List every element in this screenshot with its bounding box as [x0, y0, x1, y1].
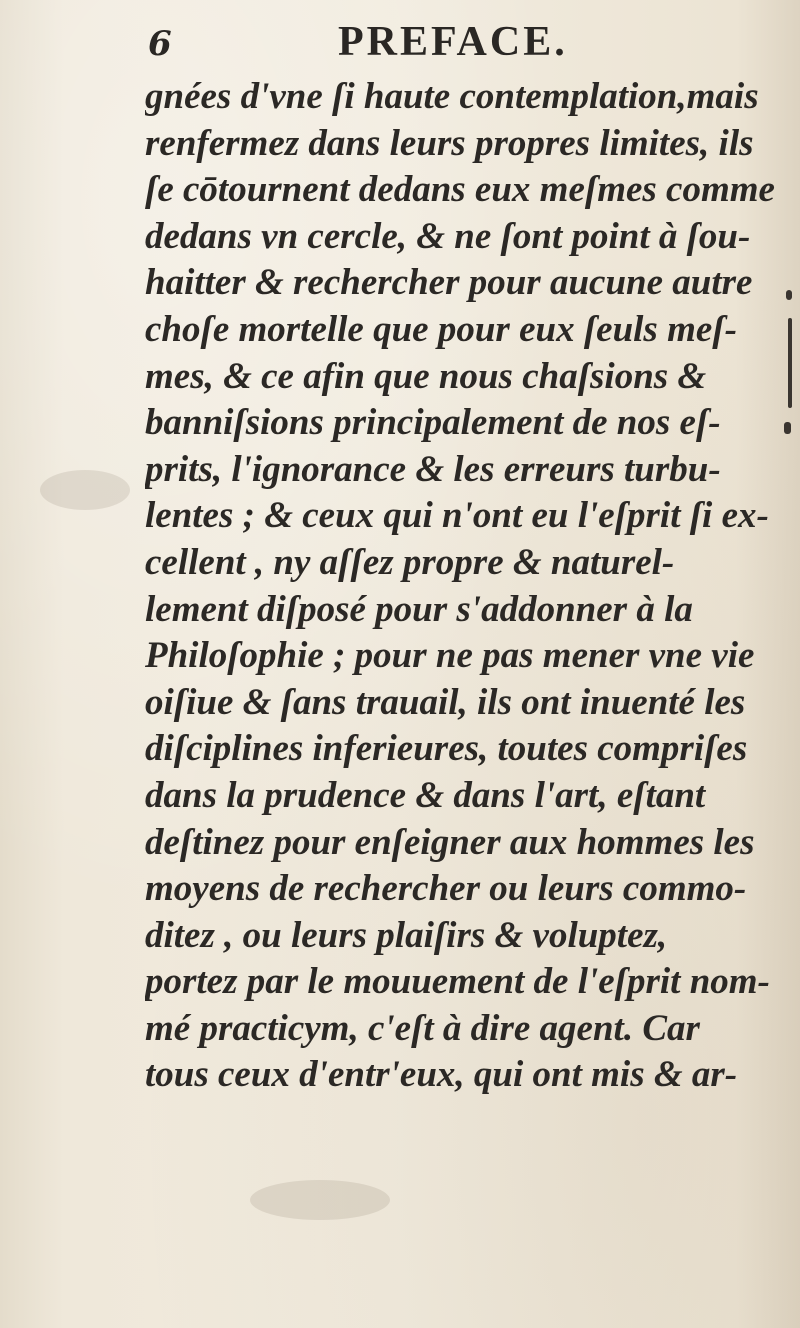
text-line: mes, & ce afin que nous chaſsions &: [145, 355, 707, 397]
margin-dot-mark: [786, 290, 792, 300]
text-line: cellent , ny aſſez propre & naturel-: [145, 541, 675, 583]
body-text: [145, 74, 780, 1099]
text-line: ditez , ou leurs plaiſirs & voluptez,: [145, 914, 668, 956]
margin-dot-mark: [784, 422, 791, 434]
text-line: banniſsions principalement de nos eſ-: [145, 402, 721, 444]
text-line: prits, l'ignorance & les erreurs turbu-: [145, 448, 721, 490]
text-line: dedans vn cercle, & ne ſont point à ſou-: [145, 215, 751, 257]
page-number: 6: [148, 24, 172, 64]
text-line: renfermez dans leurs propres limites, ils: [145, 122, 754, 164]
running-title: PREFACE.: [338, 19, 568, 65]
text-line: tous ceux d'entr'eux, qui ont mis & ar-: [145, 1054, 738, 1096]
text-line: lement diſposé pour s'addonner à la: [145, 588, 693, 630]
paper-stain: [40, 470, 130, 510]
paper-stain: [250, 1180, 390, 1220]
text-line: haitter & rechercher pour aucune autre: [145, 262, 753, 304]
text-line: deſtinez pour enſeigner aux hommes les: [145, 821, 755, 863]
running-head: [0, 18, 800, 74]
margin-rule-mark: [788, 318, 792, 408]
text-line: portez par le mouuement de l'eſprit nom-: [145, 961, 770, 1003]
text-line: mé practicym, c'eſt à dire agent. Car: [145, 1007, 700, 1049]
text-line: ſe cōtournent dedans eux meſmes comme: [145, 169, 775, 211]
text-line: Philoſophie ; pour ne pas mener vne vie: [145, 635, 755, 677]
text-line: moyens de rechercher ou leurs commo-: [145, 868, 747, 910]
text-line: choſe mortelle que pour eux ſeuls meſ-: [145, 308, 737, 350]
text-line: diſciplines inferieures, toutes compriſes: [145, 728, 748, 770]
text-line: dans la prudence & dans l'art, eſtant: [145, 774, 706, 816]
text-line: gnées d'vne ſi haute contemplation,mais: [145, 76, 759, 117]
text-line: lentes ; & ceux qui n'ont eu l'eſprit ſi ex-: [145, 495, 769, 537]
text-line: oiſiue & ſans trauail, ils ont inuenté les: [145, 681, 746, 723]
